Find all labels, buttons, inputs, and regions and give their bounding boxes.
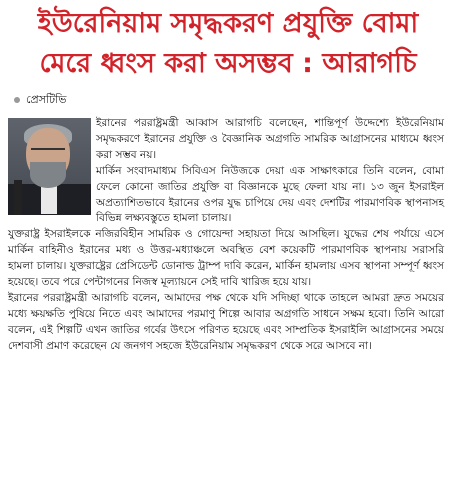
headline-line-1: ইউরেনিয়াম সমৃদ্ধকরণ প্রযুক্তি বোমা: [37, 8, 419, 39]
paragraph-3: যুক্তরাষ্ট্র ইসরাইলকে নজিরবিহীন সামরিক ও গোয়েন্দা সহায়তা দিয়ে আসছিল। যুদ্ধের শেষ পর্যায়ে এসে মার্কিন বাহিনীও ইরানের মধ্য ও উত্তর-মধ্যাঞ্চলে অবস্থিত বেশ কয়েকটি পারমাণবিক স্থাপনায় সরাসরি হামলা চালায়। যুক্তরাষ্ট্রের প্রেসিডেন্ট ডোনাল্ড ট্রাম্প দাবি করেন, মার্কিন হামলায় এসব স্থাপনা সম্পূর্ণ ধ্বংস হয়েছে। তবে পরে পেন্টাগনের নিজস্ব মূল্যায়নে সেই দাবি খারিজ হয়ে যায়।: [8, 228, 444, 289]
headline: [0, 4, 456, 84]
bullet-icon: [14, 97, 20, 103]
paragraph-4: ইরানের পররাষ্ট্রমন্ত্রী আরাগচি বলেন, আমাদের পক্ষ থেকে যদি সদিচ্ছা থাকে তাহলে আমরা দ্রুত সময়ের মধ্যে ক্ষয়ক্ষতি পুষিয়ে নিতে এবং আমাদের পরমাণু শিল্পে আবার অগ্রগতি সাধনে সক্ষম হবো। তিনি আরো বলেন, এই শিল্পটি এখন জাতির গর্বের উৎসে পরিণত হয়েছে এবং সাম্প্রতিক ইসরাইলি আগ্রাসনের সময়ে দেশবাসী প্রমাণ করেছেন যে জনগণ সহজে ইউরেনিয়াম সমৃদ্ধকরণ থেকে সরে আসবে না।: [8, 291, 444, 352]
headline-line-2: মেরে ধ্বংস করা অসম্ভব : আরাগচি: [39, 48, 417, 79]
paragraph-1: ইরানের পররাষ্ট্রমন্ত্রী আব্বাস আরাগচি বলেছেন, শান্তিপূর্ণ উদ্দেশ্যে ইউরেনিয়াম সমৃদ্ধকরণে ইরানের প্রযুক্তি ও বৈজ্ঞানিক অগ্রগতি সামরিক আগ্রাসনের মাধ্যমে ধ্বংস করা সম্ভব নয়।: [96, 117, 444, 161]
source-credit: [14, 93, 66, 107]
article-body: [8, 116, 444, 355]
source-label: প্রেসটিভি: [26, 93, 67, 106]
paragraph-2: মার্কিন সংবাদমাধ্যম সিবিএস নিউজকে দেয়া এক সাক্ষাৎকারে তিনি বলেন, বোমা ফেলে কোনো জাতির প্রযুক্তি বা বিজ্ঞানকে মুছে ফেলা যায় না। ১৩ জুন ইসরাইল অপ্রত্যাশিতভাবে ইরানের ওপর যুদ্ধ চাপিয়ে দেয় এবং দেশটির পারমাণবিক স্থাপনাসহ বিভিন্ন লক্ষ্যবস্তুতে হামলা চালায়।: [96, 164, 444, 225]
